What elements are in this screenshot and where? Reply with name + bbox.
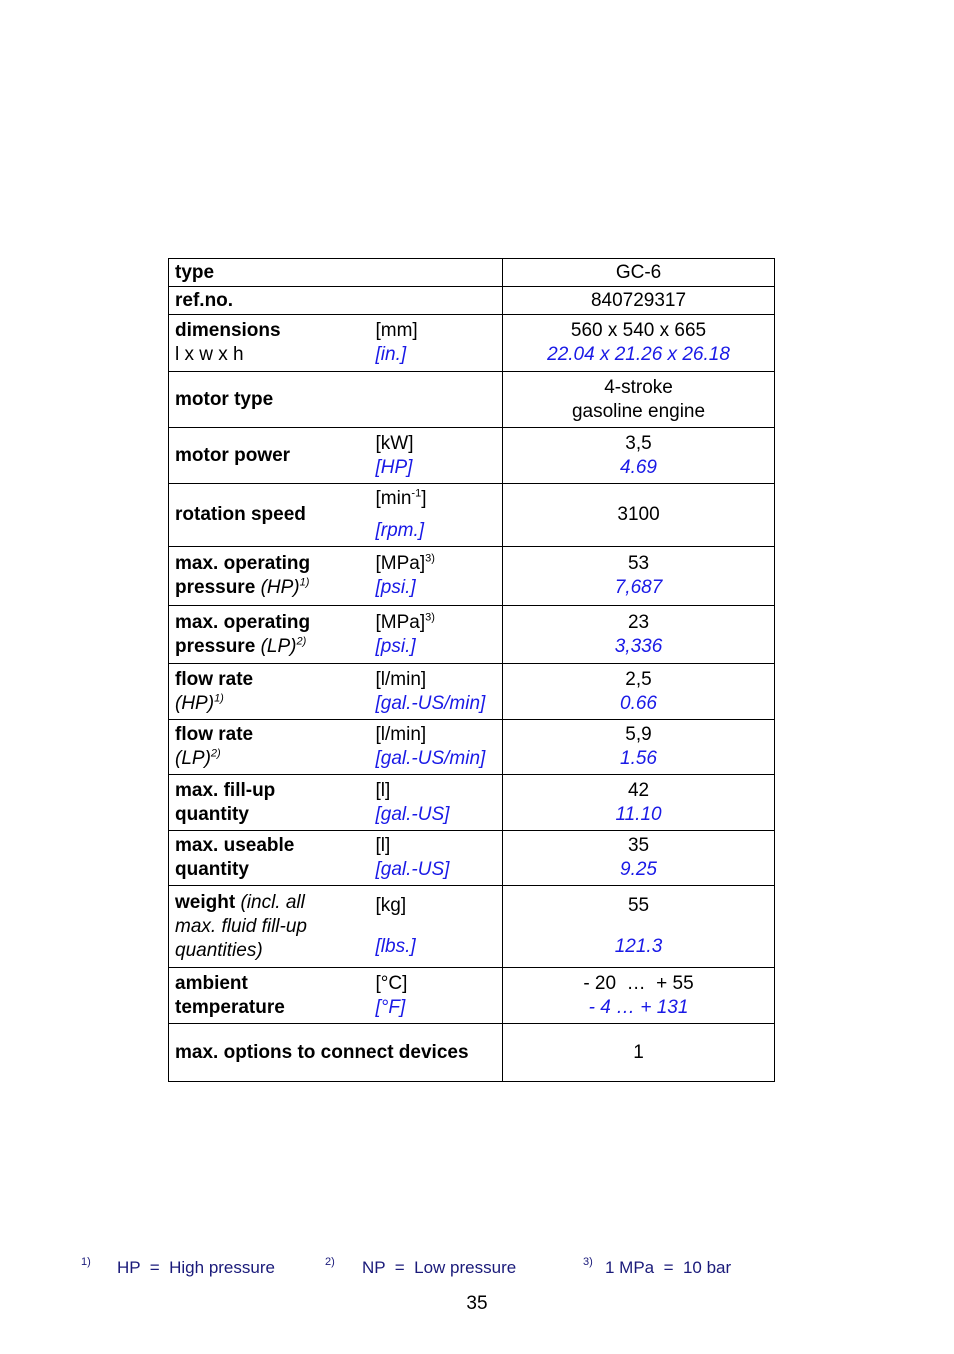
weight-label-cell xyxy=(169,886,372,968)
fillup-value-alt: 11.10 xyxy=(615,803,662,825)
flow-lp-label-cell xyxy=(169,720,372,775)
motor-type-value-cell xyxy=(503,372,775,428)
row-refno xyxy=(169,287,775,315)
ambient-label-cell xyxy=(169,968,372,1024)
options-value: 1 xyxy=(503,1024,775,1082)
pressure-hp-unit xyxy=(376,552,503,576)
flow-hp-label: flow rate xyxy=(175,668,254,690)
weight-unit-cell xyxy=(372,886,503,968)
pressure-hp-value-alt: 7,687 xyxy=(614,577,663,598)
flow-hp-unit-alt: [gal.-US/min] xyxy=(375,692,486,714)
weight-label-italic3: quantities) xyxy=(175,939,263,961)
rotation-speed-unit-sup: -1 xyxy=(411,487,422,500)
motor-power-unit-alt: [HP] xyxy=(375,456,413,478)
dimensions-label-cell xyxy=(169,315,372,372)
refno-label: ref.no. xyxy=(169,287,503,315)
motor-power-value-cell xyxy=(503,428,775,484)
flow-hp-label-line2 xyxy=(175,692,372,716)
ambient-value-alt: - 4 … + 131 xyxy=(588,996,689,1018)
row-motor-type xyxy=(169,372,775,428)
pressure-lp-unit xyxy=(376,611,503,635)
row-pressure-lp xyxy=(169,606,775,664)
rotation-speed-unit-cell xyxy=(372,484,503,547)
ambient-unit-alt: [°F] xyxy=(375,996,406,1018)
flow-hp-unit: [l/min] xyxy=(375,668,427,690)
motor-power-value-alt: 4.69 xyxy=(620,456,657,478)
ambient-unit: [°C] xyxy=(375,972,408,994)
dimensions-value-cell xyxy=(503,315,775,372)
pressure-lp-label-italic: (LP) xyxy=(260,635,297,657)
row-useable xyxy=(169,831,775,886)
flow-lp-label: flow rate xyxy=(175,724,254,745)
flow-lp-unit: [l/min] xyxy=(375,724,427,745)
pressure-lp-value-alt: 3,336 xyxy=(614,635,663,657)
pressure-hp-label-sup: 1) xyxy=(299,576,310,589)
useable-label-line1: max. useable xyxy=(175,835,295,856)
rotation-speed-label: rotation speed xyxy=(169,484,372,547)
footnote-3-text: 1 MPa = 10 bar xyxy=(605,1258,732,1277)
dimensions-sublabel: l x w x h xyxy=(175,344,244,365)
fillup-value: 42 xyxy=(627,779,650,801)
flow-lp-value: 5,9 xyxy=(625,724,652,745)
useable-value-cell xyxy=(503,831,775,886)
flow-hp-value-cell xyxy=(503,664,775,720)
dimensions-label: dimensions xyxy=(175,320,281,341)
fillup-label-line2: quantity xyxy=(175,803,249,825)
motor-power-unit: [kW] xyxy=(375,432,414,454)
rotation-speed-unit xyxy=(376,487,503,511)
fillup-label-line1: max. fill-up xyxy=(175,779,276,801)
useable-value: 35 xyxy=(627,835,650,856)
flow-hp-label-sup: 1) xyxy=(214,692,224,705)
dimensions-value: 560 x 540 x 665 xyxy=(570,320,707,341)
useable-unit-cell xyxy=(372,831,503,886)
pressure-hp-label-cell xyxy=(169,547,372,606)
ambient-value: - 20 … + 55 xyxy=(583,972,694,994)
pressure-hp-label-line2 xyxy=(175,576,372,600)
pressure-lp-label-cell xyxy=(169,606,372,664)
rotation-speed-unit-close: ] xyxy=(421,488,427,509)
motor-type-value-line2: gasoline engine xyxy=(571,400,706,422)
pressure-lp-unit-sup: 3) xyxy=(425,611,435,624)
motor-power-label: motor power xyxy=(169,428,372,484)
pressure-hp-unit-sup: 3) xyxy=(425,552,435,565)
type-value: GC-6 xyxy=(503,259,775,287)
row-dimensions xyxy=(169,315,775,372)
useable-unit-alt: [gal.-US] xyxy=(375,859,450,880)
ambient-label-line1: ambient xyxy=(175,972,248,994)
pressure-hp-unit-cell xyxy=(372,547,503,606)
row-rotation-speed xyxy=(169,484,775,547)
options-label: max. options to connect devices xyxy=(169,1024,503,1082)
weight-unit-alt: [lbs.] xyxy=(375,936,416,957)
pressure-lp-value: 23 xyxy=(627,611,650,633)
flow-lp-label-line2 xyxy=(175,747,372,771)
dimensions-unit: [mm] xyxy=(375,320,418,341)
pressure-lp-label-bold: pressure xyxy=(175,635,256,657)
weight-value: 55 xyxy=(627,895,650,916)
pressure-hp-unit-alt: [psi.] xyxy=(375,577,416,598)
row-motor-power xyxy=(169,428,775,484)
fillup-unit-cell xyxy=(372,775,503,831)
fillup-label-cell xyxy=(169,775,372,831)
pressure-lp-label-line2 xyxy=(175,635,372,659)
ambient-value-cell xyxy=(503,968,775,1024)
pressure-hp-value: 53 xyxy=(627,553,650,574)
row-type xyxy=(169,259,775,287)
page-number: 35 xyxy=(466,1293,488,1314)
pressure-lp-label-sup: 2) xyxy=(296,635,307,648)
row-options xyxy=(169,1024,775,1082)
flow-lp-label-italic: (LP) xyxy=(175,748,211,769)
fillup-unit-alt: [gal.-US] xyxy=(375,803,450,825)
pressure-hp-label-bold: pressure xyxy=(175,577,256,598)
pressure-lp-label-line1: max. operating xyxy=(175,611,311,633)
row-weight xyxy=(169,886,775,968)
flow-hp-label-cell xyxy=(169,664,372,720)
spec-table xyxy=(168,258,775,1082)
flow-lp-value-cell xyxy=(503,720,775,775)
pressure-lp-unit-alt: [psi.] xyxy=(375,635,416,657)
footnote-1-text: HP = High pressure xyxy=(117,1258,275,1277)
footnote-3-mark: 3) xyxy=(583,1256,593,1268)
flow-lp-label-sup: 2) xyxy=(210,747,221,760)
rotation-speed-unit-base: [min xyxy=(375,488,412,509)
pressure-hp-unit-text: [MPa] xyxy=(375,553,426,574)
motor-power-unit-cell xyxy=(372,428,503,484)
useable-unit: [l] xyxy=(375,835,391,856)
row-fillup xyxy=(169,775,775,831)
footnote-2-mark: 2) xyxy=(325,1256,335,1268)
motor-power-value: 3,5 xyxy=(625,432,652,454)
weight-unit: [kg] xyxy=(375,895,407,916)
footnotes xyxy=(0,1258,954,1282)
flow-hp-unit-cell xyxy=(372,664,503,720)
motor-type-label: motor type xyxy=(169,372,503,428)
weight-label-italic2: max. fluid fill-up xyxy=(175,915,307,937)
fillup-value-cell xyxy=(503,775,775,831)
flow-hp-value-alt: 0.66 xyxy=(620,692,657,714)
pressure-hp-label-line1: max. operating xyxy=(175,553,311,574)
weight-value-alt: 121.3 xyxy=(614,936,663,957)
type-label: type xyxy=(169,259,503,287)
footnote-1-mark: 1) xyxy=(81,1256,91,1268)
flow-lp-value-alt: 1.56 xyxy=(620,748,657,769)
dimensions-unit-alt: [in.] xyxy=(375,344,407,365)
useable-label-cell xyxy=(169,831,372,886)
flow-lp-unit-alt: [gal.-US/min] xyxy=(375,748,486,769)
refno-value: 840729317 xyxy=(503,287,775,315)
flow-hp-value: 2,5 xyxy=(625,668,652,690)
motor-type-value-line1: 4-stroke xyxy=(604,376,673,398)
flow-lp-unit-cell xyxy=(372,720,503,775)
weight-label-italic1: (incl. all xyxy=(240,891,305,913)
row-ambient xyxy=(169,968,775,1024)
footnote-2-text: NP = Low pressure xyxy=(362,1258,517,1277)
ambient-unit-cell xyxy=(372,968,503,1024)
pressure-lp-unit-cell xyxy=(372,606,503,664)
weight-label-bold: weight xyxy=(175,891,236,913)
pressure-hp-label-italic: (HP) xyxy=(260,577,300,598)
useable-label-line2: quantity xyxy=(175,859,249,880)
dimensions-value-alt: 22.04 x 21.26 x 26.18 xyxy=(547,344,730,365)
row-pressure-hp xyxy=(169,547,775,606)
row-flow-lp xyxy=(169,720,775,775)
weight-value-cell xyxy=(503,886,775,968)
useable-value-alt: 9.25 xyxy=(620,859,657,880)
rotation-speed-value: 3100 xyxy=(503,484,775,547)
weight-label-line1 xyxy=(175,891,372,915)
flow-hp-label-italic: (HP) xyxy=(175,692,215,714)
pressure-lp-unit-text: [MPa] xyxy=(375,611,426,633)
dimensions-unit-cell xyxy=(372,315,503,372)
fillup-unit: [l] xyxy=(375,779,391,801)
row-flow-hp xyxy=(169,664,775,720)
pressure-lp-value-cell xyxy=(503,606,775,664)
pressure-hp-value-cell xyxy=(503,547,775,606)
rotation-speed-unit-alt: [rpm.] xyxy=(375,520,425,541)
ambient-label-line2: temperature xyxy=(175,996,285,1018)
